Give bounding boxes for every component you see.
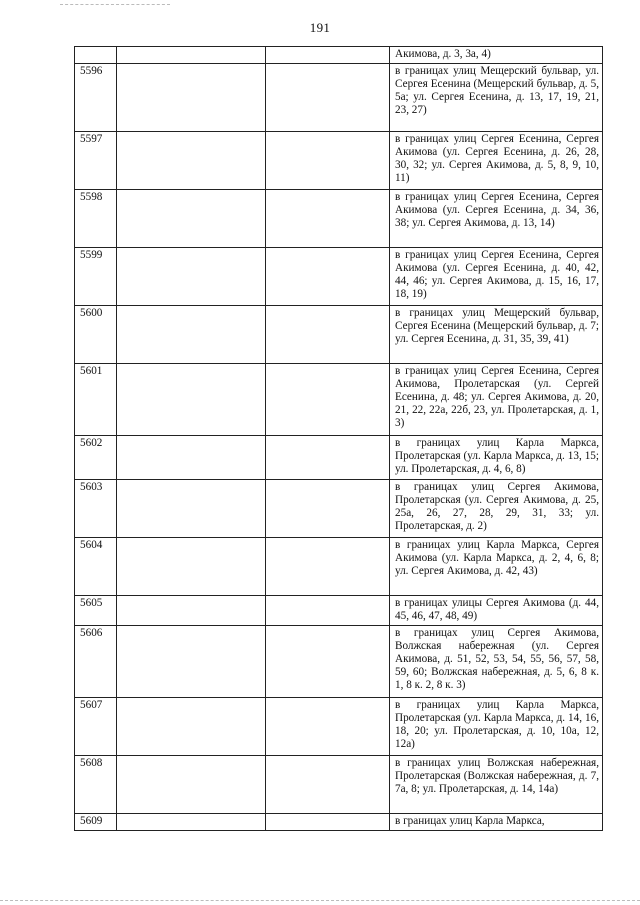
table-row [75,364,603,436]
table-row [75,436,603,480]
row-number-cell: 5597 [75,132,117,190]
row-address-cell: в границах улиц Мещерский бульвар, ул. Сергея Есенина (Мещерский бульвар, д. 5, 5а; ул. Сергея Есенина, д. 13, 17, 19, 21, 23, 27) [390,64,603,132]
row-number-cell: 5603 [75,480,117,538]
row-empty-cell-b [266,626,390,698]
top-scan-edge [60,4,170,5]
row-empty-cell-a [117,306,266,364]
row-number-cell: 5605 [75,596,117,626]
row-empty-cell-b [266,756,390,814]
row-address-cell: в границах улиц Карла Маркса, Пролетарская (ул. Карла Маркса, д. 13, 15; ул. Пролетарская, д. 4, 6, 8) [390,436,603,480]
row-number-cell: 5600 [75,306,117,364]
row-number-cell: 5596 [75,64,117,132]
row-empty-cell-b [266,248,390,306]
row-address-cell: в границах улиц Сергея Есенина, Сергея Акимова, Пролетарская (ул. Сергей Есенина, д. 48; ул. Сергея Акимова, д. 20, 21, 22, 22а, 22б, 23, ул. Пролетарская, д. 1, 3) [390,364,603,436]
page-number: 191 [309,20,331,35]
row-address-cell: в границах улиц Сергея Есенина, Сергея Акимова (ул. Сергея Есенина, д. 34, 36, 38; ул. Сергея Акимова, д. 13, 14) [390,190,603,248]
row-address-cell: в границах улиц Карла Маркса, Сергея Акимова (ул. Карла Маркса, д. 2, 4, 6, 8; ул. Сергея Акимова, д. 42, 43) [390,538,603,596]
row-number-cell: 5601 [75,364,117,436]
row-empty-cell-a [117,64,266,132]
row-empty-cell-b [266,436,390,480]
row-address-cell: в границах улиц Сергея Есенина, Сергея Акимова (ул. Сергея Есенина, д. 26, 28, 30, 32; ул. Сергея Акимова, д. 5, 8, 9, 10, 11) [390,132,603,190]
row-empty-cell-a [117,814,266,831]
row-empty-cell-b [266,64,390,132]
table-row [75,814,603,831]
table-row [75,698,603,756]
table-row [75,190,603,248]
row-empty-cell-a [117,698,266,756]
row-empty-cell-a [117,626,266,698]
row-number-cell: 5599 [75,248,117,306]
table-row [75,756,603,814]
row-empty-cell-b [266,814,390,831]
row-empty-cell-a [117,480,266,538]
table-row [75,480,603,538]
row-empty-cell-a [117,190,266,248]
row-address-cell: Акимова, д. 3, 3а, 4) [390,47,603,64]
row-number-cell: 5606 [75,626,117,698]
row-empty-cell-b [266,480,390,538]
row-address-cell: в границах улиц Карла Маркса, [390,814,603,831]
table-row [75,626,603,698]
row-number-cell: 5604 [75,538,117,596]
bottom-scan-edge [0,900,640,901]
row-empty-cell-b [266,47,390,64]
row-empty-cell-b [266,306,390,364]
row-empty-cell-a [117,132,266,190]
row-empty-cell-b [266,538,390,596]
row-number-cell: 5608 [75,756,117,814]
row-address-cell: в границах улиц Карла Маркса, Пролетарская (ул. Карла Маркса, д. 14, 16, 18, 20; ул. Пролетарская, д. 10, 10а, 12, 12а) [390,698,603,756]
row-number-cell: 5607 [75,698,117,756]
table-row [75,538,603,596]
table-row [75,47,603,64]
row-empty-cell-b [266,132,390,190]
row-empty-cell-b [266,596,390,626]
row-number-cell: 5602 [75,436,117,480]
table-row [75,596,603,626]
table-body [75,47,603,831]
row-empty-cell-a [117,47,266,64]
row-empty-cell-b [266,364,390,436]
row-number-cell: 5609 [75,814,117,831]
row-address-cell: в границах улиц Волжская набережная, Пролетарская (Волжская набережная, д. 7, 7а, 8; ул. Пролетарская, д. 14, 14а) [390,756,603,814]
row-empty-cell-a [117,248,266,306]
row-number-cell [75,47,117,64]
table-row [75,248,603,306]
row-empty-cell-a [117,596,266,626]
row-address-cell: в границах улиц Мещерский бульвар, Сергея Есенина (Мещерский бульвар, д. 7; ул. Сергея Есенина, д. 31, 35, 39, 41) [390,306,603,364]
table-row [75,64,603,132]
table-row [75,132,603,190]
row-empty-cell-b [266,190,390,248]
row-address-cell: в границах улиц Сергея Есенина, Сергея Акимова (ул. Сергея Есенина, д. 40, 42, 44, 46; ул. Сергея Акимова, д. 15, 16, 17, 18, 19) [390,248,603,306]
row-empty-cell-a [117,756,266,814]
row-empty-cell-a [117,364,266,436]
row-empty-cell-b [266,698,390,756]
row-number-cell: 5598 [75,190,117,248]
row-address-cell: в границах улицы Сергея Акимова (д. 44, 45, 46, 47, 48, 49) [390,596,603,626]
row-address-cell: в границах улиц Сергея Акимова, Пролетарская (ул. Сергея Акимова, д. 25, 25а, 26, 27, 28, 29, 31, 33; ул. Пролетарская, д. 2) [390,480,603,538]
address-registry-table [74,46,603,831]
row-address-cell: в границах улиц Сергея Акимова, Волжская набережная (ул. Сергея Акимова, д. 51, 52, 53, 54, 55, 56, 57, 58, 59, 60; Волжская набережная, д. 5, 6, 8 к. 1, 8 к. 2, 8 к. 3) [390,626,603,698]
table-row [75,306,603,364]
row-empty-cell-a [117,538,266,596]
row-empty-cell-a [117,436,266,480]
